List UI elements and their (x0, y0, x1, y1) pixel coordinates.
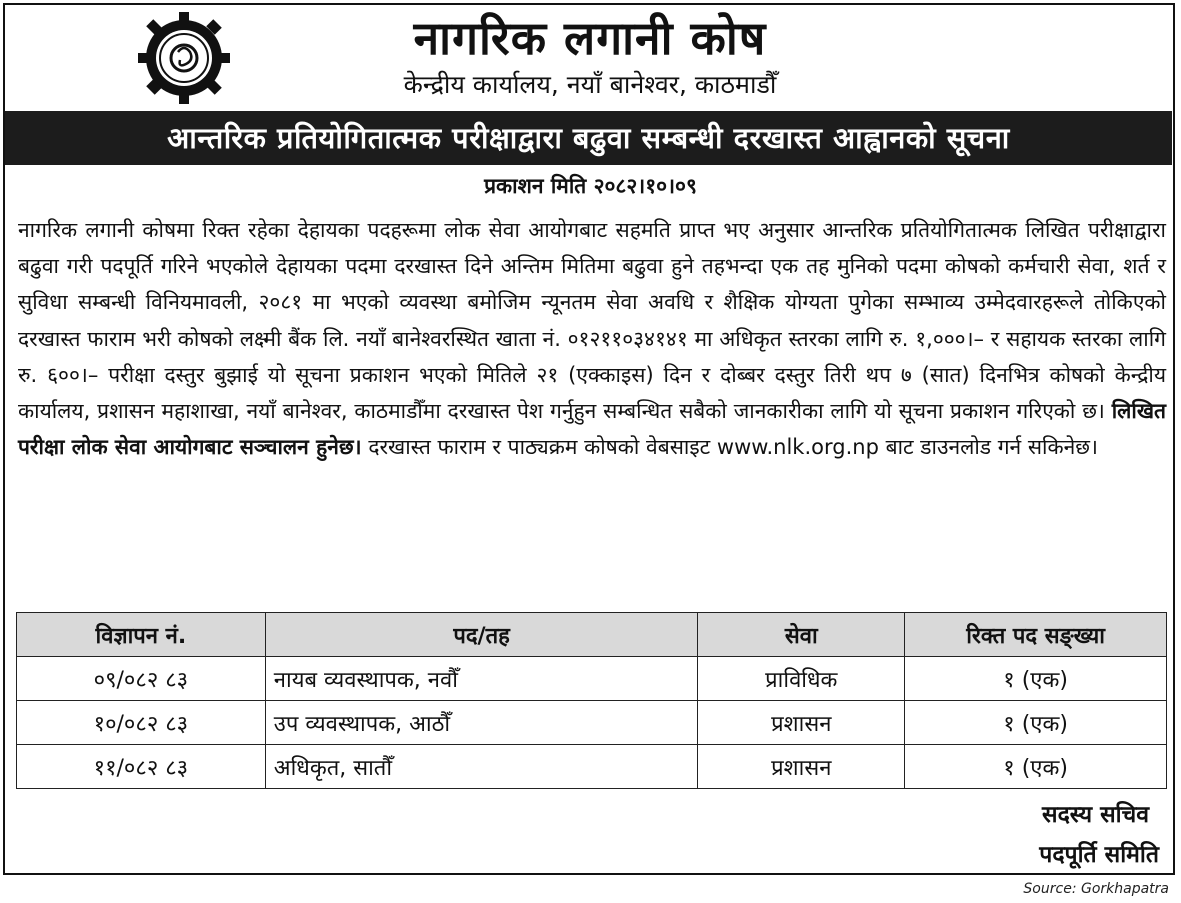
signatory-title: सदस्य सचिव (1042, 802, 1149, 828)
notice-body (18, 212, 1166, 465)
signatory-committee: पदपूर्ति समिति (1039, 842, 1159, 868)
notice-body-end: दरखास्त फाराम र पाठ्यक्रम कोषको वेबसाइट www.nlk.org.np बाट डाउनलोड गर्न सकिनेछ। (368, 435, 1098, 460)
notice-body-bold: लिखित परीक्षा लोक सेवा आयोगबाट सञ्चालन हुनेछ। (18, 399, 1166, 460)
cell-vacancies: १ (एक) (905, 745, 1167, 789)
table-row (17, 657, 1167, 701)
vacancy-table (16, 612, 1167, 789)
cell-ad-no: १०/०८२ ८३ (17, 701, 266, 745)
table-row (17, 745, 1167, 789)
cell-ad-no: ११/०८२ ८३ (17, 745, 266, 789)
cell-ad-no: ०९/०८२ ८३ (17, 657, 266, 701)
header-service: सेवा (698, 613, 905, 657)
cell-service: प्राविधिक (698, 657, 905, 701)
table-header-row (17, 613, 1167, 657)
organization-address: केन्द्रीय कार्यालय, नयाँ बानेश्वर, काठमाडौँ (403, 70, 777, 99)
table-row (17, 701, 1167, 745)
cell-service: प्रशासन (698, 701, 905, 745)
header-vacancies: रिक्त पद सङ्ख्या (905, 613, 1167, 657)
notice-title: आन्तरिक प्रतियोगितात्मक परीक्षाद्वारा बढुवा सम्बन्धी दरखास्त आह्वानको सूचना (5, 111, 1172, 165)
publication-date: प्रकाशन मिति २०८२।१०।०९ (484, 174, 697, 198)
header-post: पद/तह (265, 613, 698, 657)
cell-vacancies: १ (एक) (905, 657, 1167, 701)
cell-service: प्रशासन (698, 745, 905, 789)
organization-logo (138, 12, 230, 104)
source-credit: Source: Gorkhapatra (1023, 881, 1169, 897)
header-ad-no: विज्ञापन नं. (17, 613, 266, 657)
organization-name: नागरिक लगानी कोष (413, 11, 767, 65)
cell-vacancies: १ (एक) (905, 701, 1167, 745)
cell-post: अधिकृत, सातौँ (265, 745, 698, 789)
cell-post: नायब व्यवस्थापक, नवौँ (265, 657, 698, 701)
notice-body-text: नागरिक लगानी कोषमा रिक्त रहेका देहायका पदहरूमा लोक सेवा आयोगबाट सहमति प्राप्त भए अनुसार आन्तरिक प्रतियोगितात्मक लिखित परीक्षाद्वारा बढुवा गरी पदपूर्ति गरिने भएकोले देहायका पदमा दरखास्त दिने अन्तिम मितिमा बढुवा हुने तहभन्दा एक तह मुनिको पदमा कोषको कर्मचारी सेवा, शर्त र सुविधा सम्बन्धी विनियमावली, २०८१ मा भएको व्यवस्था बमोजिम न्यूनतम सेवा अवधि र शैक्षिक योग्यता पुगेका सम्भाव्य उम्मेदवारहरूले तोकिएको दरखास्त फाराम भरी कोषको लक्ष्मी बैंक लि. नयाँ बानेश्वरस्थित खाता नं. ०१२११०३४१४१ मा अधिकृत स्तरका लागि रु. १,०००।– र सहायक स्तरका लागि रु. ६००।– परीक्षा दस्तुर बुझाई यो सूचना प्रकाशन भएको मितिले २१ (एक्काइस) दिन र दोब्बर दस्तुर तिरी थप ७ (सात) दिनभित्र कोषको केन्द्रीय कार्यालय, प्रशासन महाशाखा, नयाँ बानेश्वर, काठमाडौँमा दरखास्त पेश गर्नुहुन सम्बन्धित सबैको जानकारीका लागि यो सूचना प्रकाशन गरिएको छ। (18, 218, 1166, 424)
cell-post: उप व्यवस्थापक, आठौँ (265, 701, 698, 745)
